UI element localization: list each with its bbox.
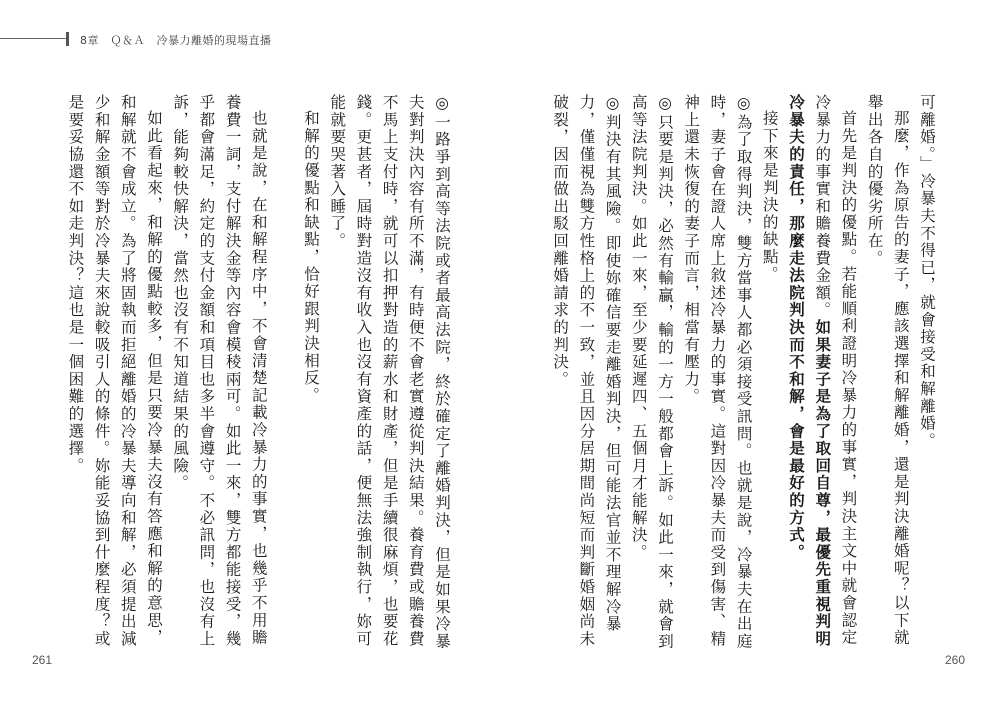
bold-emphasis: 如果妻子是為了取回自尊，最優先重視判明冷暴夫的責任，那麼走法院判決而不和解，會是最好的方式。 [786, 94, 832, 648]
paragraph-text: 首先是判決的優點。若能順利證明冷暴力的事實，判決主文中就會認定冷暴力的事實和贍養費金額。 [813, 94, 858, 646]
paragraph: 那麼，作為原告的妻子，應該選擇和解離婚，還是判決離婚呢？以下就舉出各自的優劣所在。 [865, 94, 910, 646]
page-number-right: 260 [945, 653, 966, 667]
left-page-body [60, 94, 455, 654]
paragraph: ◎一路爭到高等法院或者最高法院，終於確定了離婚判決，但是如果冷暴夫對判決內容有所不滿，有時便不會老實遵從判決結果。養育費或贍養費不馬上支付時，就可以扣押對造的薪水和財產，但是手續很麻煩，也要花錢。更甚者，屆時對造沒有收入也沒有資產的話，便無法強制執行，妳可能就要哭著入睡了。 [328, 94, 451, 651]
page-number-left: 261 [32, 653, 53, 667]
paragraph [783, 94, 862, 654]
paragraph: 可離婚。」冷暴夫不得已，就會接受和解離婚。 [918, 94, 936, 450]
paragraph: ◎判決有其風險。即使妳確信要走離婚判決，但可能法官並不理解冷暴力，僅僅視為雙方性格上的不一致，並且因分居期間尚短而判斷婚姻尚未破裂，因而做出駁回離婚請求的判決。 [551, 94, 622, 648]
right-page-body [551, 94, 940, 654]
header-rule [0, 38, 66, 39]
paragraph: ◎為了取得判決，雙方當事人都必須接受訊問。也就是說，冷暴夫在出庭時，妻子會在證人席上敘述冷暴力的事實。這對因冷暴夫而受到傷害、精神上還未恢復的妻子而言，相當有壓力。 [682, 94, 753, 651]
paragraph: ◎只要是判決，必然有輸贏，輸的一方一般都會上訴。如此一來，就會到高等法院判決。如此一來，至少要延遲四、五個月才能解決。 [629, 94, 674, 651]
paragraph: 和解的優點和缺點，恰好跟判決相反。 [301, 109, 320, 404]
header-bar [66, 32, 69, 46]
paragraph: 如此看起來，和解的優點較多，但是只要冷暴夫沒有答應和解的意思，和解就不會成立。為了將固執而拒絕離婚的冷暴夫導向和解，必須提出減少和解金額等對於冷暴夫來說較吸引人的條件。妳能妥協到什麼程度？或是要妥協還不如走判決？這也是一個困難的選擇。 [66, 94, 163, 648]
paragraph: 接下來是判決的缺點。 [760, 109, 779, 283]
paragraph: 也就是說，在和解程序中，不會清楚記載冷暴力的事實，也幾乎不用贍養費一詞，支付解決金等內容會模稜兩可。如此一來，雙方都能接受，幾乎都會滿足，約定的支付金額和項目也多半會遵守。不必訊問，也沒有上訴，能夠較快解決，當然也沒有不知道結果的風險。 [171, 94, 268, 648]
running-header: 8章 Ｑ＆Ａ 冷暴力離婚的現場直播 [80, 34, 272, 47]
